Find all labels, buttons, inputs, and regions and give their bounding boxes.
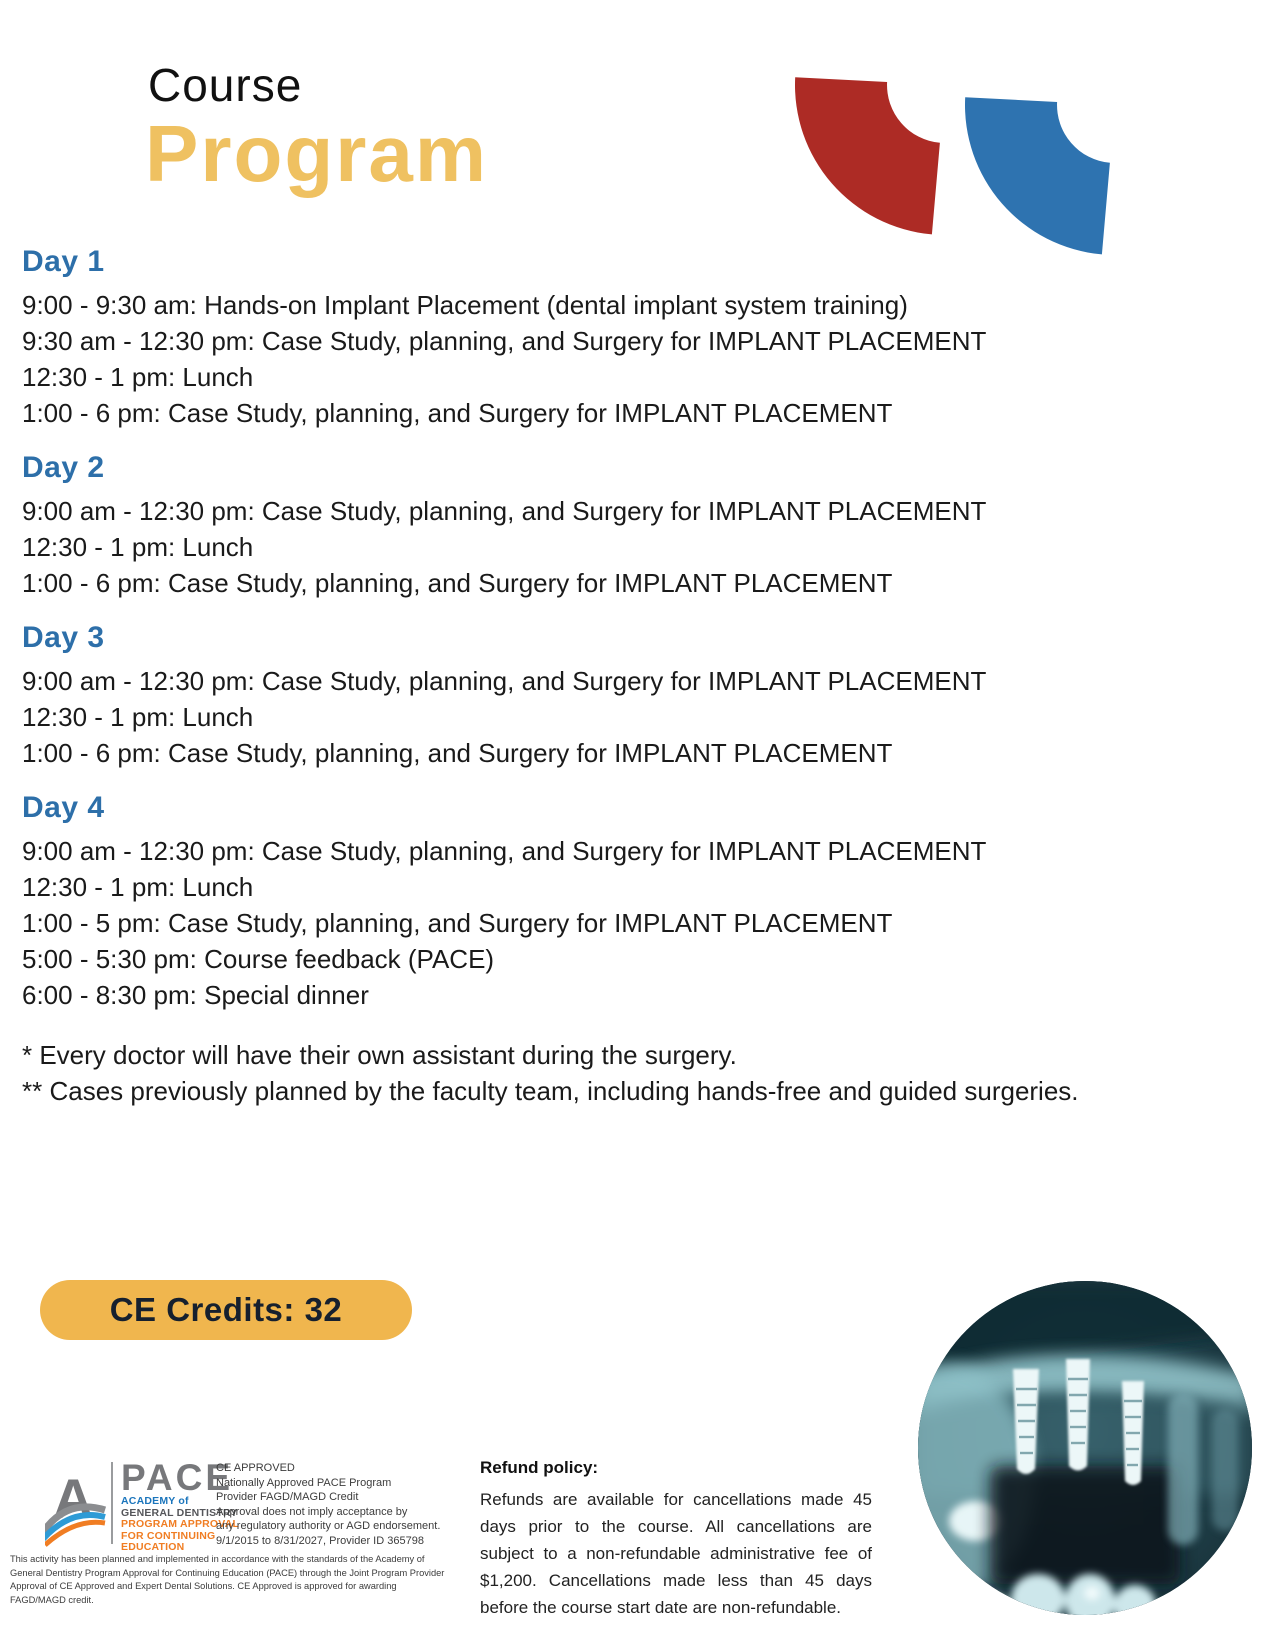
red-arc-shape [795,77,940,234]
schedule-line: 12:30 - 1 pm: Lunch [22,362,254,392]
refund-policy-body: Refunds are available for cancellations made 45 days prior to the course. All cancellations are subject to a non-refundable administrative fee of $1,200. Cancellations made less than 45 days before the course start date are non-refundable. [480,1490,872,1617]
day-heading: Day 4 [22,791,105,824]
pace-logo [45,1457,240,1554]
ce-approved-line: 9/1/2015 to 8/31/2027, Provider ID 365798 [216,1534,424,1547]
pace-continuing-line: FOR CONTINUING [121,1529,216,1542]
logo-divider [111,1462,113,1544]
pace-wordmark: PACE [121,1457,234,1498]
ce-credits-badge [40,1280,412,1340]
day-heading: Day 1 [22,245,105,278]
pace-education-line: EDUCATION [121,1541,185,1553]
ce-approved-line: Nationally Approved PACE Program [216,1476,392,1489]
ce-approved-block [216,1461,446,1549]
day-heading: Day 3 [22,621,105,654]
pace-dentistry-line: GENERAL DENTISTRY [121,1507,238,1519]
schedule-line: 1:00 - 6 pm: Case Study, planning, and Surgery for IMPLANT PLACEMENT [22,568,893,598]
ce-approved-line: Approval does not imply acceptance by [216,1505,408,1518]
pace-program-line: PROGRAM APPROVAL [121,1518,240,1530]
xray-image [918,1281,1252,1615]
xray-illustration [918,1281,1252,1615]
ce-approved-line: CE APPROVED [216,1462,295,1474]
page-title: Course [148,59,303,111]
schedule-line: 9:00 am - 12:30 pm: Case Study, planning, and Surgery for IMPLANT PLACEMENT [22,836,987,866]
svg-text:A: A [53,1467,94,1530]
program-title: Program [145,109,488,198]
day-section-3 [22,621,1212,771]
schedule-line: 1:00 - 5 pm: Case Study, planning, and Surgery for IMPLANT PLACEMENT [22,908,893,938]
pace-a-swoosh-icon [45,1460,107,1548]
schedule-line: 9:00 am - 12:30 pm: Case Study, planning, and Surgery for IMPLANT PLACEMENT [22,666,987,696]
schedule-line: 9:00 am - 12:30 pm: Case Study, planning, and Surgery for IMPLANT PLACEMENT [22,496,987,526]
footnotes [22,1037,1212,1109]
pace-academy-line: ACADEMY of [121,1495,189,1507]
day-section-4 [22,791,1212,1013]
schedule-line: 9:00 - 9:30 am: Hands-on Implant Placement (dental implant system training) [22,290,908,320]
schedule-line: 5:00 - 5:30 pm: Course feedback (PACE) [22,944,495,974]
schedule-line: 6:00 - 8:30 pm: Special dinner [22,980,369,1010]
ce-approved-line: Provider FAGD/MAGD Credit [216,1491,359,1504]
refund-policy [480,1458,872,1621]
schedule-line: 12:30 - 1 pm: Lunch [22,872,254,902]
day-heading: Day 2 [22,451,105,484]
day-section-1 [22,245,1212,431]
footnote-assistant: * Every doctor will have their own assistant during the surgery. [22,1040,737,1070]
refund-policy-heading: Refund policy: [480,1458,599,1477]
footnote-cases: ** Cases previously planned by the faculty team, including hands-free and guided surgeries. [22,1076,1079,1106]
schedule-line: 9:30 am - 12:30 pm: Case Study, planning, and Surgery for IMPLANT PLACEMENT [22,326,987,356]
schedule-line: 1:00 - 6 pm: Case Study, planning, and Surgery for IMPLANT PLACEMENT [22,398,893,428]
blue-arc-shape [965,97,1110,254]
ce-approved-line: any regulatory authority or AGD endorsement. [216,1520,441,1533]
ce-credits-label: CE Credits: 32 [109,1291,343,1328]
decorative-arcs [780,68,1120,268]
pace-disclaimer: This activity has been planned and implemented in accordance with the standards of the Academy of General Dentistry Program Approval for Continuing Education (PACE) through the Joint Program Provider Approval of CE Approved and Expert Dental Solutions. CE Approved is approved for awarding FAGD/MAGD credit. [10,1554,445,1605]
day-section-2 [22,451,1212,601]
program-schedule [22,245,1212,1109]
schedule-line: 12:30 - 1 pm: Lunch [22,702,254,732]
schedule-line: 1:00 - 6 pm: Case Study, planning, and Surgery for IMPLANT PLACEMENT [22,738,893,768]
schedule-line: 12:30 - 1 pm: Lunch [22,532,254,562]
